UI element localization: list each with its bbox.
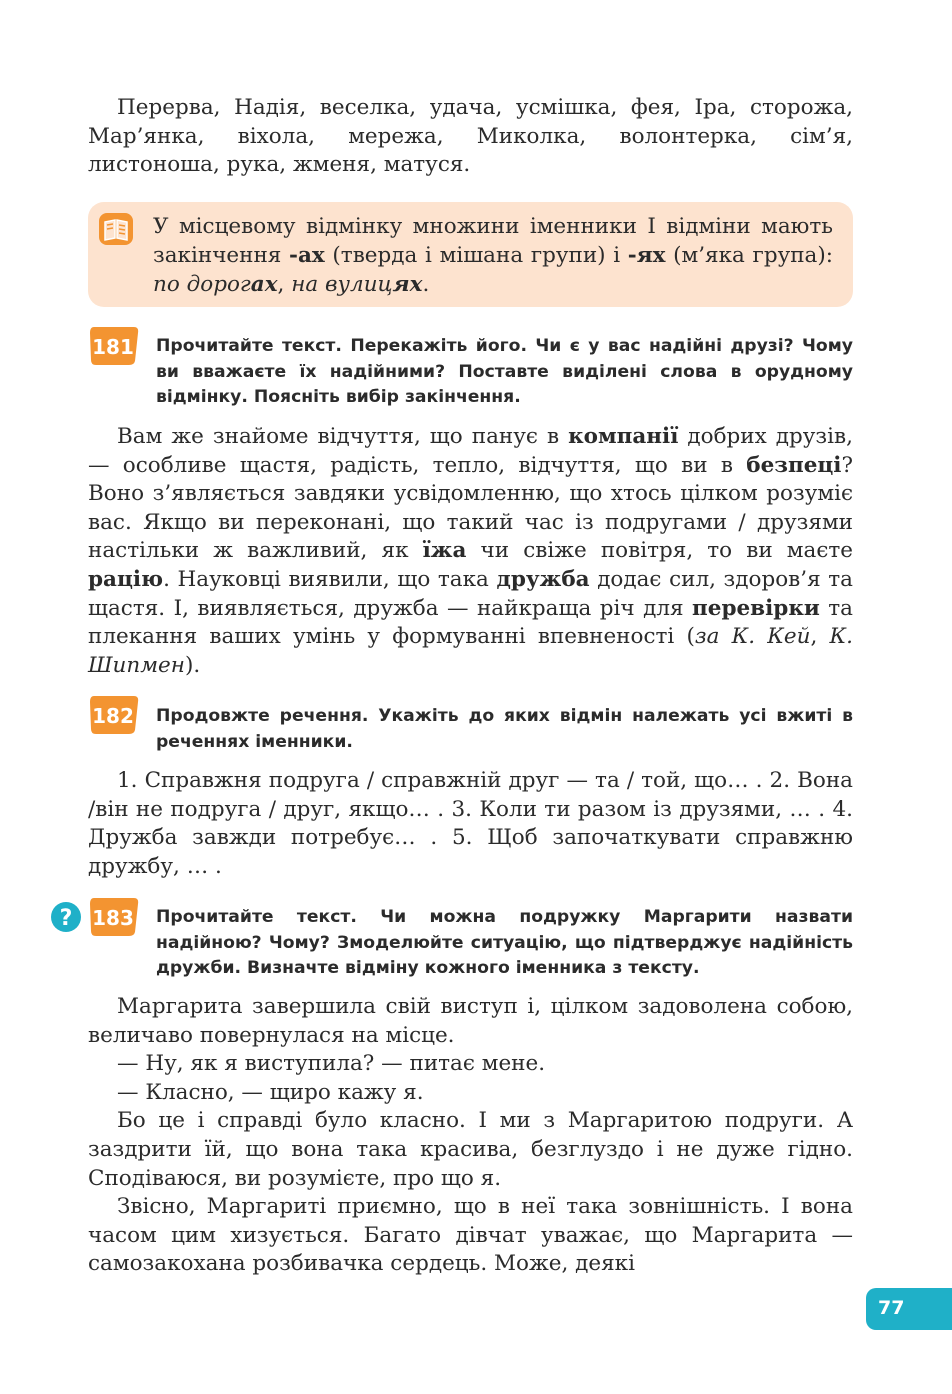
intro-word-list bbox=[88, 94, 853, 180]
story-paragraph-4: Бо це і справді було класно. І ми з Маргаритою подруги. А заздрити їй, що вона така красива, безглуздо і не дуже гідно. Сподіваюся, ви розумієте, про що я. bbox=[88, 1108, 853, 1191]
ending-yah: -ях bbox=[627, 243, 666, 268]
example-2: на вулицях bbox=[291, 272, 423, 297]
task-181-instruction: Прочитайте текст. Перекажіть його. Чи є у вас надійні друзі? Чому ви вважаєте їх надійними? Поставте виділені слова в орудному відмінку. Поясніть вибір закінчення. bbox=[156, 336, 853, 407]
grammar-rule-box bbox=[88, 202, 853, 307]
task-181-text bbox=[88, 423, 853, 680]
task-number-181: 181 bbox=[92, 335, 134, 359]
story-paragraph-1: Маргарита завершила свій виступ і, цілком задоволена собою, величаво повернулася на місце. bbox=[88, 994, 853, 1048]
task-183-text bbox=[88, 993, 853, 1279]
task-number-183: 183 bbox=[92, 906, 134, 930]
rule-text: У місцевому відмінку множини іменники І відміни мають закінчення -ах (тверда і мішана групи) і -ях (м’яка група): по дорогах, на вулицях. bbox=[153, 214, 834, 297]
task-182-text bbox=[88, 767, 853, 881]
story-paragraph-3: — Класно, — щиро кажу я. bbox=[117, 1079, 424, 1105]
book-icon bbox=[98, 212, 134, 246]
word-list-paragraph: Перерва, Надія, веселка, удача, усмішка, фея, Іра, сторожа, Мар’янка, віхола, мережа, Миколка, волонтерка, сім’я, листоноша, рука, жменя, матуся. bbox=[88, 95, 853, 178]
task-number-badge-182 bbox=[88, 694, 140, 736]
ending-ah: -ах bbox=[289, 243, 325, 268]
task-number-badge-183 bbox=[88, 896, 140, 938]
svg-text:?: ? bbox=[59, 906, 73, 931]
example-1: по дорогах bbox=[153, 272, 278, 297]
friendship-paragraph: Вам же знайоме відчуття, що панує в компанії добрих друзів, — особливе щастя, радість, тепло, відчуття, що ви в безпеці? Воно з’являється завдяки усвідомленню, що хтось цілком розуміє вас. Якщо ви переконані, що такий час із подругами / друзями настільки ж важливий, як їжа чи свіже повітря, то ви маєте рацію. Науковці виявили, що така дружба додає сил, здоров’я та щастя. І, виявляється, дружба — найкраща річ для перевірки та плекання ваших умінь у формуванні впевненості (за К. Кей, К. Шипмен). bbox=[88, 424, 854, 678]
sentences-to-complete: 1. Справжня подруга / справжній друг — та / той, що… . 2. Вона /він не подруга / друг, якщо… . 3. Коли ти разом із друзями, … . 4. Дружба завжди потребує… . 5. Щоб започаткувати справжню дружбу, … . bbox=[88, 768, 853, 879]
question-icon bbox=[50, 901, 82, 933]
task-182-instruction: Продовжте речення. Укажіть до яких відмін належать усі вжиті в реченнях іменники. bbox=[156, 706, 853, 752]
task-number-badge-181 bbox=[88, 325, 140, 367]
story-paragraph-2: — Ну, як я виступила? — питає мене. bbox=[117, 1051, 546, 1077]
task-183-instruction: Прочитайте текст. Чи можна подружку Маргарити назвати надійною? Чому? Змоделюйте ситуацію, що підтверджує надійність дружби. Визначте відміну кожного іменника з тексту. bbox=[156, 907, 853, 978]
page-number: 77 bbox=[878, 1297, 905, 1319]
story-paragraph-5: Звісно, Маргариті приємно, що в неї така зовнішність. І вона часом цим хизується. Багато дівчат уважає, що Маргарита — самозакохана розбивачка сердець. Може, деякі bbox=[88, 1194, 853, 1277]
task-number-182: 182 bbox=[92, 704, 134, 728]
